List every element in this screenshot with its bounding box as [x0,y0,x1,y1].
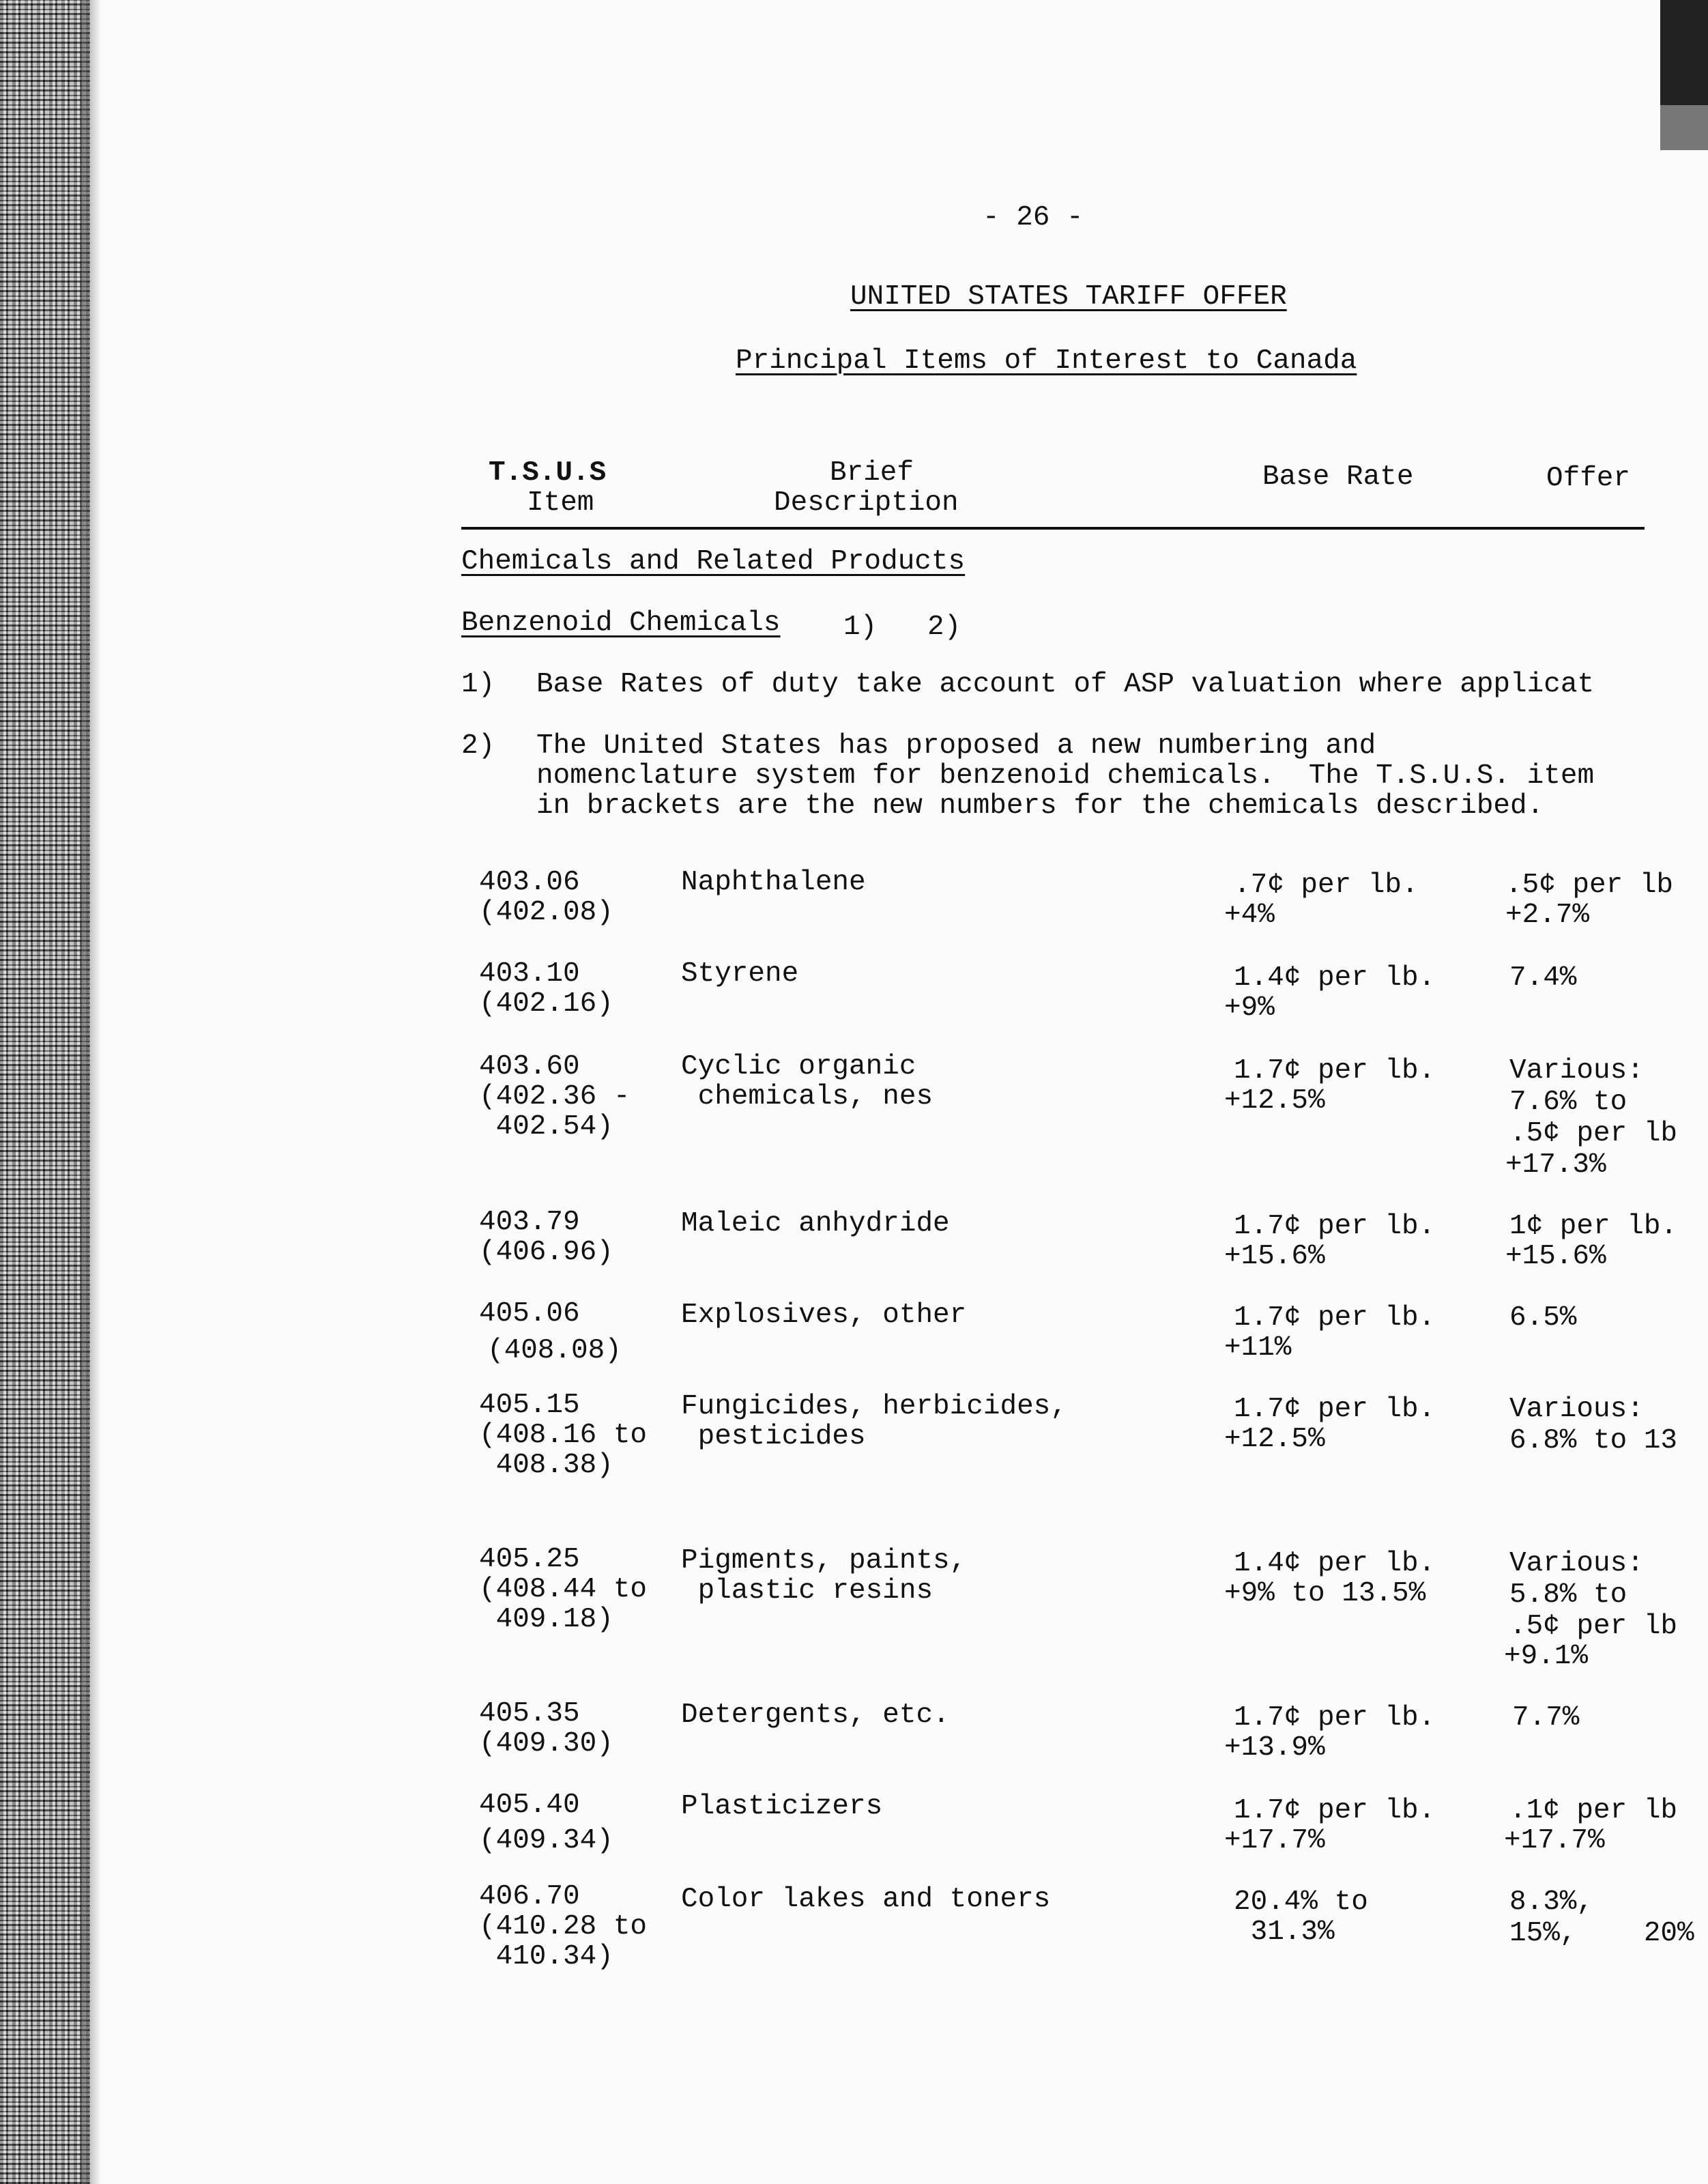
note-number: 2) [461,730,495,762]
item-code: 408.38) [479,1450,613,1481]
item-code: (409.30) [479,1728,613,1759]
item-code: (402.36 - [479,1081,631,1112]
scan-corner-mark [1660,0,1708,150]
offer-rate: Various: [1509,1055,1644,1087]
item-code: (402.16) [479,988,613,1020]
offer-rate: .1¢ per lb [1509,1795,1678,1826]
note-line: The United States has proposed a new numbering and [536,730,1376,762]
offer-rate: 7.6% to [1509,1087,1627,1118]
header-offer: Offer [1546,463,1631,494]
item-code: 405.25 [479,1544,580,1575]
base-rate: +12.5% [1224,1424,1325,1455]
item-code: (408.44 to [479,1574,648,1605]
subsection-refs: 1) 2) [843,612,961,643]
base-rate: 1.7¢ per lb. [1234,1795,1436,1826]
offer-rate: .5¢ per lb [1505,870,1674,901]
offer-rate: +2.7% [1505,900,1590,931]
item-code: 403.06 [479,867,580,898]
base-rate: +13.9% [1224,1732,1325,1764]
header-desc-line2: Description [774,487,959,519]
offer-rate: 1¢ per lb. [1509,1211,1678,1242]
offer-rate: 8.3%, [1509,1886,1594,1918]
item-code: (409.34) [479,1825,613,1856]
offer-rate: +17.3% [1505,1149,1606,1181]
item-description: Naphthalene [681,867,866,898]
item-description: Detergents, etc. [681,1699,950,1731]
page-number: - 26 - [983,202,1084,233]
offer-rate: Various: [1509,1394,1644,1425]
item-description: Pigments, paints, [681,1545,967,1577]
offer-rate: +17.7% [1504,1825,1605,1856]
base-rate: 1.7¢ per lb. [1234,1394,1436,1425]
note-line: Base Rates of duty take account of ASP valuation where applicat [536,669,1595,700]
note-number: 1) [461,669,495,700]
base-rate: +17.7% [1224,1825,1325,1856]
document-subtitle: Principal Items of Interest to Canada [736,345,1357,377]
offer-rate: +9.1% [1504,1641,1589,1672]
offer-rate: Various: [1509,1548,1644,1579]
header-rule [461,527,1645,530]
section-heading: Chemicals and Related Products [461,546,966,577]
item-code: 406.70 [479,1881,580,1912]
header-item-line1: T.S.U.S [489,457,607,489]
item-code: (406.96) [479,1237,613,1268]
base-rate: +9% to 13.5% [1224,1578,1426,1609]
item-code: 405.15 [479,1390,580,1421]
item-description: Explosives, other [681,1299,967,1331]
item-code: 403.79 [479,1207,580,1238]
item-code: 402.54) [479,1111,613,1143]
base-rate: 1.7¢ per lb. [1234,1302,1436,1334]
base-rate: +11% [1224,1332,1292,1364]
header-desc-line1: Brief [830,457,914,489]
note-line: in brackets are the new numbers for the chemicals described. [536,790,1544,822]
base-rate: +15.6% [1224,1241,1325,1272]
base-rate: 31.3% [1234,1916,1335,1948]
item-code: (408.16 to [479,1420,648,1451]
base-rate: +9% [1224,992,1275,1024]
item-description: Color lakes and toners [681,1884,1051,1915]
item-description: Cyclic organic [681,1051,916,1082]
base-rate: 20.4% to [1234,1886,1368,1918]
scan-edge-fade [81,0,101,2184]
note-line: nomenclature system for benzenoid chemicals. The T.S.U.S. item [536,760,1595,792]
item-code: 409.18) [479,1604,613,1635]
item-description: Maleic anhydride [681,1208,950,1239]
base-rate: 1.4¢ per lb. [1234,1548,1436,1579]
item-code: 405.40 [479,1790,580,1821]
scan-edge-shadow [0,0,90,2184]
header-item-line2: Item [527,487,594,519]
item-description: chemicals, nes [681,1081,933,1112]
base-rate: 1.7¢ per lb. [1234,1211,1436,1242]
item-description: Plasticizers [681,1791,883,1822]
base-rate: +4% [1224,900,1275,931]
base-rate: +12.5% [1224,1085,1325,1117]
offer-rate: .5¢ per lb [1509,1611,1678,1642]
offer-rate: 7.7% [1512,1702,1580,1734]
item-description: Fungicides, herbicides, [681,1391,1067,1422]
base-rate: 1.4¢ per lb. [1234,962,1436,994]
base-rate: 1.7¢ per lb. [1234,1055,1436,1087]
offer-rate: 6.5% [1509,1302,1577,1334]
item-code: (410.28 to [479,1911,648,1942]
item-code: 405.06 [479,1298,580,1330]
item-code: 410.34) [479,1941,613,1972]
item-code: 403.60 [479,1051,580,1082]
offer-rate: .5¢ per lb [1509,1118,1678,1149]
item-code: 403.10 [479,958,580,990]
item-code: 405.35 [479,1698,580,1729]
offer-rate: 7.4% [1509,962,1577,994]
document-title: UNITED STATES TARIFF OFFER [850,281,1287,313]
base-rate: .7¢ per lb. [1234,870,1419,901]
item-description: plastic resins [681,1575,933,1607]
subsection-heading: Benzenoid Chemicals [461,607,781,639]
item-description: Styrene [681,958,799,990]
offer-rate: 6.8% to 13 [1509,1425,1678,1456]
offer-rate: +15.6% [1505,1241,1606,1272]
offer-rate: 15%, 20% [1509,1918,1694,1949]
item-description: pesticides [681,1421,866,1452]
base-rate: 1.7¢ per lb. [1234,1702,1436,1734]
item-code: (408.08) [487,1335,622,1366]
item-code: (402.08) [479,897,613,928]
header-base-rate: Base Rate [1262,461,1414,493]
offer-rate: 5.8% to [1509,1579,1627,1611]
